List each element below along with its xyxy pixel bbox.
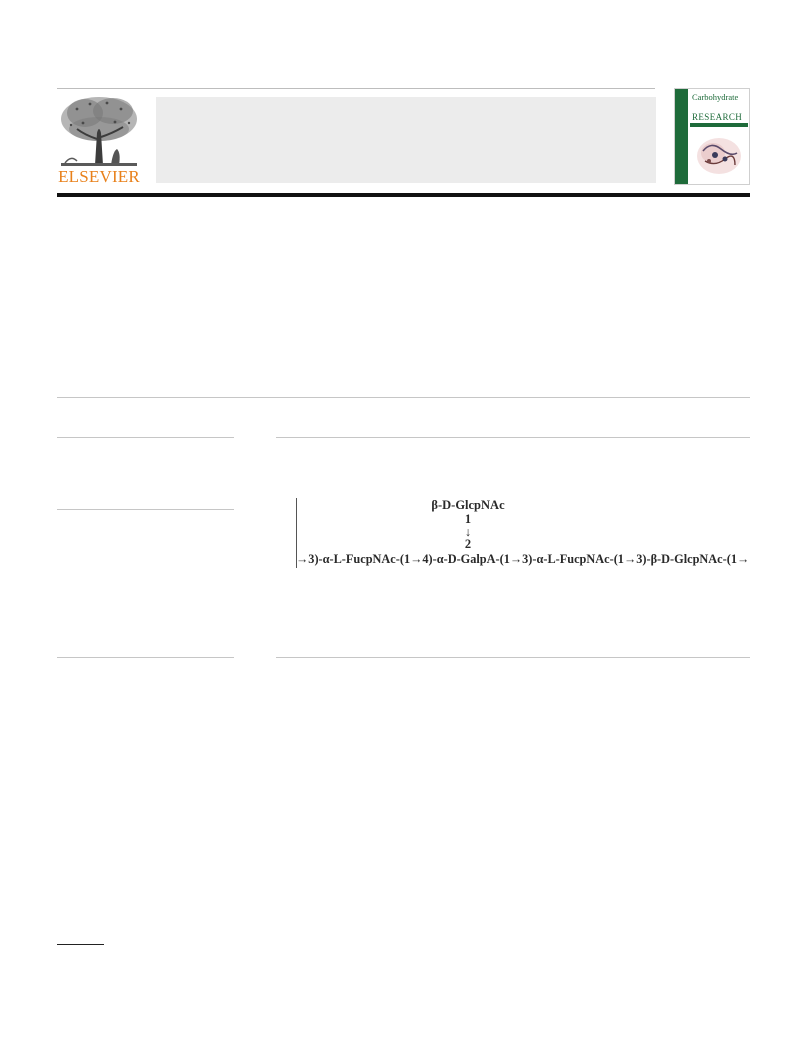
sidebar-rule-top xyxy=(57,437,234,438)
cover-molecule-icon xyxy=(691,131,747,181)
cover-spine xyxy=(675,89,688,184)
branch-residue: β-D-GlcpNAc xyxy=(431,498,505,512)
cover-title-line1: Carbohydrate xyxy=(692,92,739,102)
elsevier-wordmark: ELSEVIER xyxy=(58,167,140,186)
sidebar-rule-middle xyxy=(57,509,234,510)
footnote-rule xyxy=(57,944,104,945)
branch-arrow: ↓ xyxy=(464,525,472,539)
main-chain-structure: →3)-α-L-FucpNAc-(1→4)-α-D-GalpA-(1→3)-α-L-FucpNAc-(1→3)-β-D-GlcpNAc-(1→ xyxy=(296,552,750,566)
journal-cover[interactable] xyxy=(674,88,750,185)
branch-linkage-to: 2 xyxy=(464,537,472,551)
sidebar-rule-bottom xyxy=(57,657,234,658)
header-bottom-rule xyxy=(57,193,750,197)
header-top-rule xyxy=(57,88,655,89)
elsevier-logo xyxy=(57,95,141,185)
journal-header-band xyxy=(156,97,656,183)
cover-title-line2: RESEARCH xyxy=(692,112,743,122)
article-info-rule xyxy=(57,397,750,398)
tree-logo-icon xyxy=(57,95,141,167)
branch-linkage-from: 1 xyxy=(464,512,472,526)
abstract-rule-bottom xyxy=(276,657,750,658)
cover-bar xyxy=(690,123,748,127)
abstract-rule-top xyxy=(276,437,750,438)
